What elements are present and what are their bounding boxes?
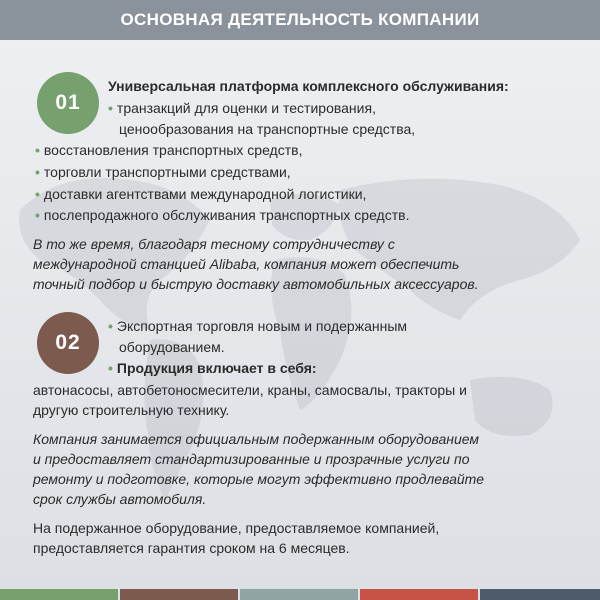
bullet-icon: • [108, 360, 113, 376]
bullet-text: послепродажного обслуживания транспортных средств. [43, 207, 410, 223]
section2-warranty-line1: На подержанное оборудование, предоставляемое компанией, [33, 520, 440, 536]
section2-italic-line1: Компания занимается официальным подержанным оборудованием [33, 431, 479, 447]
section1-bullet1-line1 [108, 98, 376, 118]
bullet-icon: • [108, 100, 113, 116]
section1-italic-line2: международной станцией Alibaba, компания может обеспечить [33, 256, 460, 272]
badge-01-label: 01 [55, 91, 81, 114]
header-bar [0, 0, 600, 40]
bullet-text: Продукция включает в себя: [116, 360, 317, 376]
bullet-text: торговли транспортными средствами, [43, 164, 291, 180]
section2-italic-line2: и предоставляет стандартизированные и прозрачные услуги по [33, 451, 470, 467]
section1-italic-line3: точный подбор и быструю доставку автомобильных аксессуаров. [33, 276, 479, 292]
section1-bullet5 [35, 205, 409, 225]
section2-italic-line4: срок службы автомобиля. [33, 491, 207, 507]
section1-bullet1-line2: ценообразования на транспортные средства, [119, 121, 416, 137]
page-title: ОСНОВНАЯ ДЕЯТЕЛЬНОСТЬ КОМПАНИИ [120, 10, 480, 29]
bullet-text: доставки агентствами международной логистики, [43, 186, 367, 202]
section2-bullet1-line1 [108, 316, 407, 336]
section1-bullet2 [35, 140, 302, 160]
section2-italic-line3: ремонту и подготовке, которые могут эффективно продлевайте [33, 471, 485, 487]
bullet-text: Экспортная торговля новым и подержанным [116, 318, 408, 334]
footer-strip-slate [480, 589, 600, 600]
badge-02-label: 02 [55, 331, 81, 354]
section2-products-line2: другую строительную технику. [33, 402, 230, 418]
bullet-text: восстановления транспортных средств, [43, 142, 303, 158]
section1-bullet3 [35, 162, 291, 182]
section1-italic-line1: В то же время, благодаря тесному сотрудничеству с [33, 236, 395, 252]
section1-bullet4 [35, 184, 366, 204]
section2-bullet1-line2: оборудованием. [119, 339, 225, 355]
bullet-icon: • [35, 164, 40, 180]
footer-strip-green [0, 589, 118, 600]
bullet-icon: • [35, 207, 40, 223]
footer-strip-red [360, 589, 478, 600]
footer-strip-teal [240, 589, 358, 600]
section2-bullet2 [108, 358, 317, 378]
badge-02 [37, 312, 99, 374]
bullet-icon: • [35, 142, 40, 158]
section2-warranty-line2: предоставляется гарантия сроком на 6 месяцев. [33, 540, 350, 556]
bullet-icon: • [35, 186, 40, 202]
section2-products-line1: автонасосы, автобетоносмесители, краны, самосвалы, тракторы и [33, 382, 467, 398]
section1-heading: Универсальная платформа комплексного обслуживания: [108, 78, 509, 94]
footer-strip-brown [120, 589, 238, 600]
badge-01 [37, 72, 99, 134]
bullet-text: транзакций для оценки и тестирования, [116, 100, 376, 116]
bullet-icon: • [108, 318, 113, 334]
